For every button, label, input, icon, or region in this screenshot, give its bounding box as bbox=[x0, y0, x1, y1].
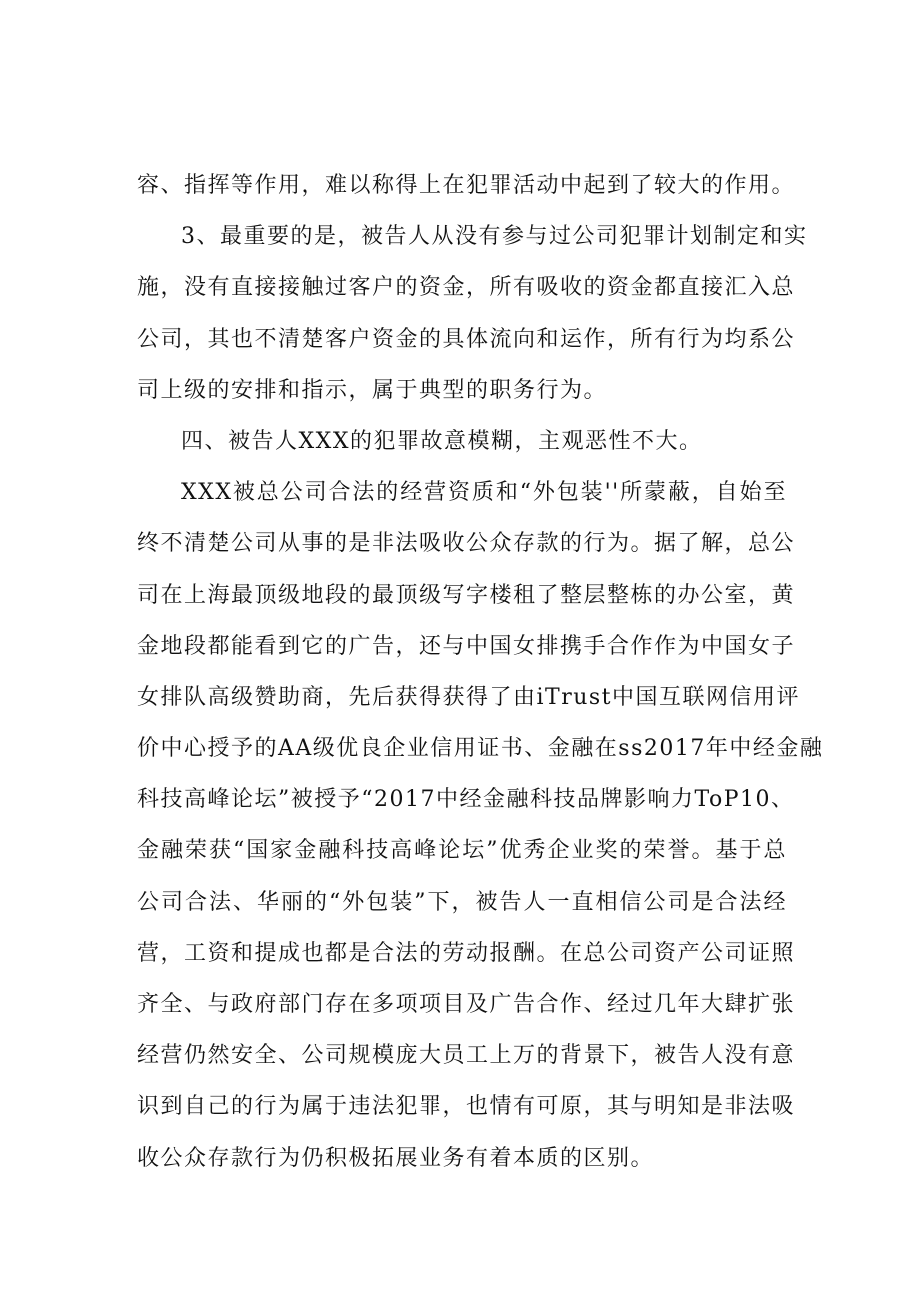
document-body bbox=[137, 160, 824, 1184]
text-line: 容、指挥等作用，难以称得上在犯罪活动中起到了较大的作用。 bbox=[137, 173, 796, 198]
text-line: 识到自己的行为属于违法犯罪，也情有可原，其与明知是非法吸 bbox=[137, 1094, 796, 1120]
text-line: 3、最重要的是，被告人从没有参与过公司犯罪计划制定和实 bbox=[181, 224, 808, 250]
text-line: 价中心授予的AA级优良企业信用证书、金融在ss2017年中经金融 bbox=[137, 736, 824, 762]
text-line: 公司合法、华丽的“外包装”下，被告人一直相信公司是合法经 bbox=[137, 889, 787, 915]
text-line: 营，工资和提成也都是合法的劳动报酬。在总公司资产公司证照 bbox=[137, 940, 796, 966]
text-line: 施，没有直接接触过客户的资金，所有吸收的资金都直接汇入总 bbox=[137, 275, 796, 301]
text-line: 金融荣获“国家金融科技高峰论坛”优秀企业奖的荣誉。基于总 bbox=[137, 838, 787, 864]
text-line: 经营仍然安全、公司规模庞大员工上万的背景下，被告人没有意 bbox=[137, 1043, 796, 1069]
text-line: 科技高峰论坛”被授予“2017中经金融科技品牌影响力ToP10、 bbox=[137, 787, 795, 813]
text-line: 金地段都能看到它的广告，还与中国女排携手合作作为中国女子 bbox=[137, 633, 796, 659]
text-line: 收公众存款行为仍积极拓展业务有着本质的区别。 bbox=[137, 1145, 655, 1171]
text-line: 齐全、与政府部门存在多项项目及广告合作、经过几年大肆扩张 bbox=[137, 992, 796, 1017]
text-line: 女排队高级赞助商，先后获得获得了由iTrust中国互联网信用评 bbox=[137, 684, 801, 710]
text-line: 司上级的安排和指示，属于典型的职务行为。 bbox=[137, 377, 608, 403]
text-line: XXX被总公司合法的经营资质和“外包装''所蒙蔽，自始至 bbox=[181, 480, 787, 506]
text-line: 公司，其也不清楚客户资金的具体流向和运作，所有行为均系公 bbox=[137, 326, 796, 352]
text-line: 司在上海最顶级地段的最顶级写字楼租了整层整栋的办公室，黄 bbox=[137, 582, 796, 608]
section-heading: 四、被告人XXX的犯罪故意模糊，主观恶性不大。 bbox=[181, 428, 703, 454]
text-line: 终不清楚公司从事的是非法吸收公众存款的行为。据了解，总公 bbox=[137, 531, 796, 557]
